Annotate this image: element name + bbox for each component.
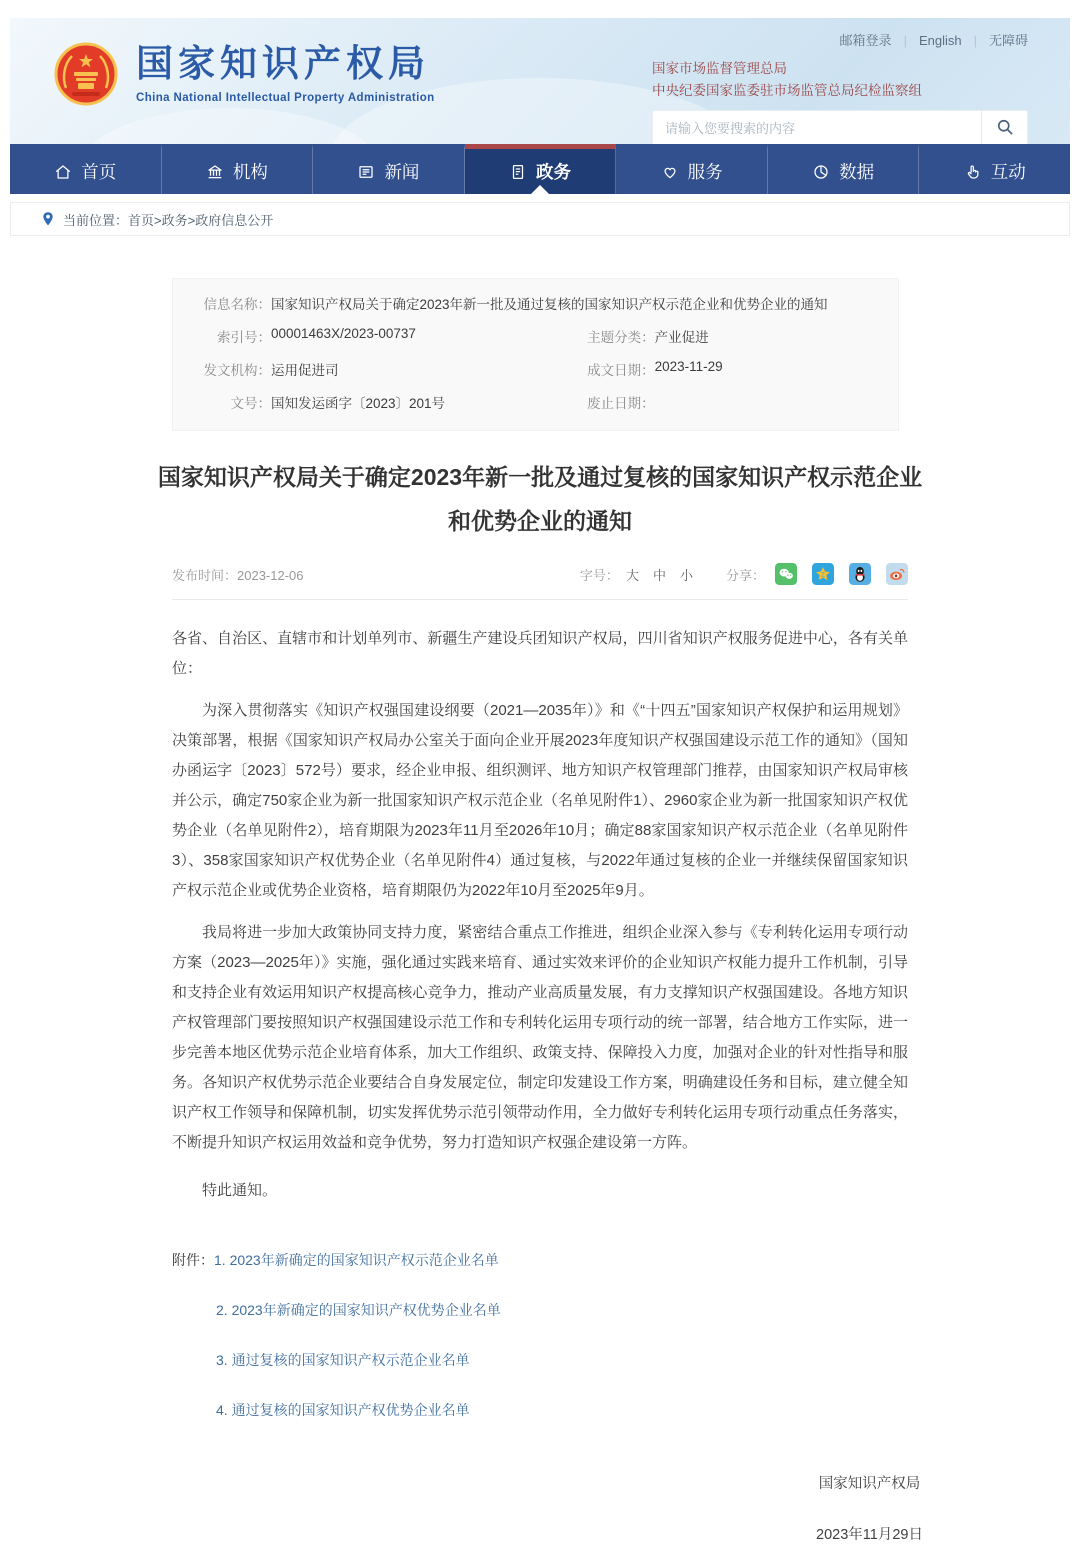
info-value: 产业促进 [654,330,709,345]
info-label: 发文机构： [203,363,271,378]
breadcrumb-path[interactable]: 首页>政务>政府信息公开 [128,212,274,228]
gov-document-icon [509,163,527,181]
cloud-decoration [80,108,380,144]
document-info-table [172,278,899,431]
page-title-line2: 和优势企业的通知 [448,508,632,534]
page-title [10,455,1070,543]
search-icon [995,117,1015,140]
wechat-icon[interactable] [775,563,797,585]
nav-label: 服务 [687,162,723,182]
nav-item-institutions[interactable] [162,144,314,194]
site-brand [54,42,435,106]
info-label: 文号： [230,396,271,411]
info-label: 主题分类： [587,330,655,345]
qzone-icon[interactable] [812,563,834,585]
search-bar [652,110,1028,144]
nav-item-home[interactable] [10,144,162,194]
service-heart-icon [661,163,679,181]
mail-login-link[interactable]: 邮箱登录 [839,33,892,48]
nav-item-government-affairs[interactable] [465,144,617,194]
info-value: 00001463X/2023-00737 [271,326,416,341]
nav-item-interaction[interactable] [919,144,1070,194]
nav-item-services[interactable] [616,144,768,194]
attachment-link-2[interactable]: 2. 2023年新确定的国家知识产权优势企业名单 [216,1302,501,1318]
publish-time-label: 发布时间： [172,567,238,583]
link-divider: | [903,33,907,48]
header-right [652,30,1028,144]
info-row-name [193,293,878,313]
share-icons [775,563,908,585]
site-title: 国家知识产权局 [136,43,430,85]
font-size-large-button[interactable]: 大 [625,567,639,583]
document-area [10,236,1070,1544]
attachments-section [172,1250,908,1420]
samr-link[interactable]: 国家市场监督管理总局 [652,61,787,76]
share-label: 分享： [725,567,765,583]
national-emblem-logo [54,42,118,106]
news-icon [357,163,375,181]
page-title-line1: 国家知识产权局关于确定2023年新一批及通过复核的国家知识产权示范企业 [157,464,923,490]
nav-label: 数据 [839,162,875,182]
signature-org: 国家知识产权局 [818,1476,921,1492]
breadcrumb-label: 当前位置： [63,212,129,228]
article-meta-bar [172,563,908,600]
search-button[interactable] [981,111,1027,144]
svg-text:Z: Z [821,572,825,579]
info-label: 成文日期： [587,363,655,378]
attachment-link-1[interactable]: 1. 2023年新确定的国家知识产权示范企业名单 [214,1252,499,1268]
top-utility-links [652,30,1028,49]
related-agency-links [652,58,1028,101]
nav-item-data[interactable] [768,144,920,194]
info-row-docnum [193,392,878,412]
font-size-label: 字号： [579,567,619,583]
search-input[interactable] [653,121,981,136]
nav-label: 互动 [990,162,1026,182]
publish-time-value: 2023-12-06 [237,567,304,583]
nav-item-news[interactable] [313,144,465,194]
weibo-icon[interactable] [886,563,908,585]
info-label: 索引号： [217,330,271,345]
main-navigation [10,144,1070,194]
data-pie-icon [812,163,830,181]
info-value: 运用促进司 [271,363,339,378]
interact-hand-icon [964,163,982,181]
discipline-inspection-link[interactable]: 中央纪委国家监委驻市场监管总局纪检监察组 [652,82,922,98]
home-icon [54,163,72,181]
info-label: 废止日期： [587,396,655,411]
attachment-link-4[interactable]: 4. 通过复核的国家知识产权优势企业名单 [216,1402,470,1418]
info-label: 信息名称： [203,297,271,312]
article-body [172,624,908,1206]
link-divider: | [973,33,977,48]
font-size-medium-button[interactable]: 中 [652,567,666,583]
page-container [10,0,1070,1544]
signature-block [762,1472,977,1544]
bank-icon [206,163,224,181]
body-paragraph-2: 我局将进一步加大政策协同支持力度，紧密结合重点工作推进，组织企业深入参与《专利转化运用专项行动方案（2023—2025年）》实施，强化通过实践来培育、通过实效来评价的企业知识产权能力提升工作机制，引导和支持企业有效运用知识产权提高核心竞争力，推动产业高质量发展，有力支撑知识产权强国建设。各地方知识产权管理部门要按照知识产权强国建设示范工作和专利转化运用专项行动的统一部署，结合地方工作实际，进一步完善本地区优势示范企业培育体系，加大工作组织、政策支持、保障投入力度，加强对企业的针对性指导和服务。各知识产权优势示范企业要结合自身发展定位，制定印发建设工作方案，明确建设任务和目标，建立健全知识产权工作领导和保障机制，切实发挥优势示范引领带动作用，全力做好专利转化运用专项行动重点任务落实，不断提升知识产权运用效益和竞争优势，努力打造知识产权强企建设第一方阵。 [172,924,908,1151]
info-row-index [193,326,878,346]
signature-date: 2023年11月29日 [816,1527,923,1543]
nav-label: 首页 [81,162,117,182]
body-paragraph-1: 为深入贯彻落实《知识产权强国建设纲要（2021—2035年）》和《“十四五”国家知识产权保护和运用规划》决策部署，根据《国家知识产权局办公室关于面向企业开展2023年度知识产权强国建设示范工作的通知》（国知办函运字〔2023〕572号）要求，经企业申报、组织测评、地方知识产权管理部门推荐，由国家知识产权局审核并公示，确定750家企业为新一批国家知识产权示范企业（名单见附件1）、2960家企业为新一批国家知识产权优势企业（名单见附件2），培育期限为2023年11月至2026年10月；确定88家国家知识产权示范企业（名单见附件3）、358家国家知识产权优势企业（名单见附件4）通过复核，与2022年通过复核的企业一并继续保留国家知识产权示范企业或优势企业资格，培育期限仍为2022年10月至2025年9月。 [172,702,908,899]
publish-time [172,565,304,584]
meta-right [580,563,908,585]
accessibility-link[interactable]: 无障碍 [988,33,1028,48]
site-header [10,18,1070,144]
nav-label: 政务 [536,162,572,182]
breadcrumb [10,202,1070,236]
brand-text [136,44,435,104]
attachment-link-3[interactable]: 3. 通过复核的国家知识产权示范企业名单 [216,1352,470,1368]
nav-label: 新闻 [384,162,420,182]
info-value: 国家知识产权局关于确定2023年新一批及通过复核的国家知识产权示范企业和优势企业的通知 [271,297,828,312]
salutation-paragraph: 各省、自治区、直辖市和计划单列市、新疆生产建设兵团知识产权局，四川省知识产权服务促进中心，各有关单位： [172,630,908,677]
site-subtitle: China National Intellectual Property Administration [136,91,435,104]
nav-label: 机构 [232,162,268,182]
font-size-small-button[interactable]: 小 [679,567,693,583]
english-link[interactable]: English [918,33,962,48]
info-row-agency [193,359,878,379]
info-value: 2023-11-29 [654,359,723,374]
closing-paragraph: 特此通知。 [202,1182,278,1199]
info-value: 国知发运函字〔2023〕201号 [271,396,446,411]
qq-icon[interactable] [849,563,871,585]
attachments-label: 附件： [172,1252,214,1268]
location-pin-icon [41,211,55,227]
